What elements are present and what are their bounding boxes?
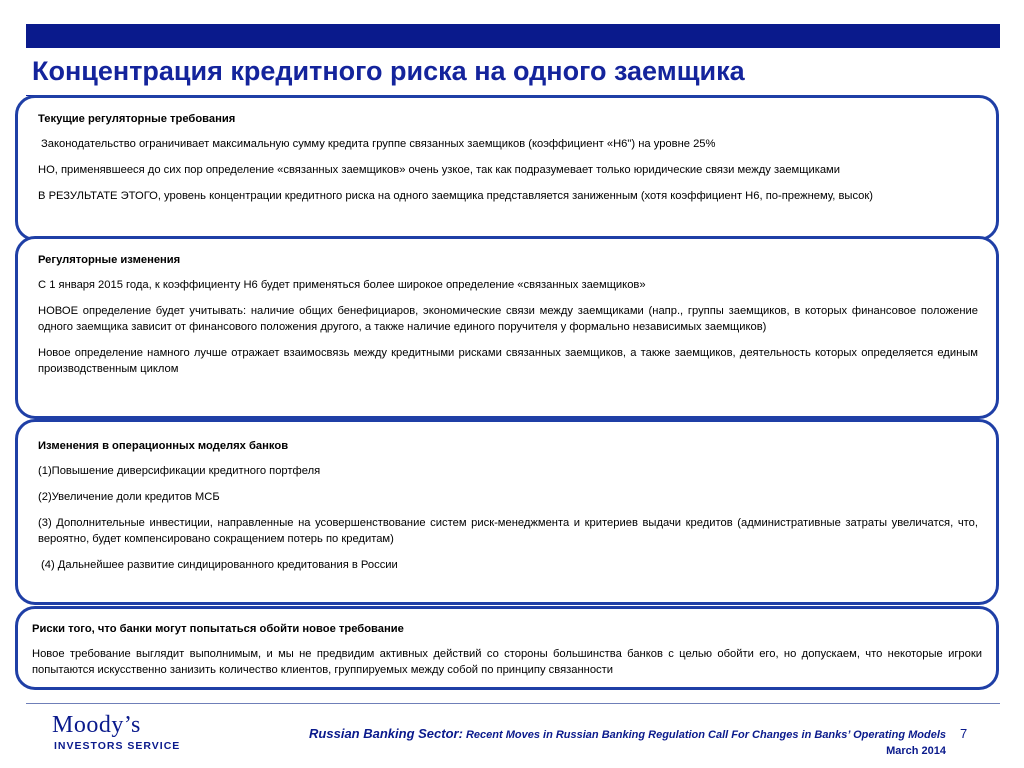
section-paragraph: (3) Дополнительные инвестиции, направленные на усовершенствование систем риск-менеджмента и критериев выдачи кредитов (административные затраты увеличатся, что, вероятно, будет компенсировано сокращением потерь по кредитам) <box>38 517 978 545</box>
section-paragraph: НОВОЕ определение будет учитывать: наличие общих бенефициаров, экономические связи между заемщиками (напр., группы заемщиков, в которых финансовое положение одного заемщика зависит от финансового положения другого, а также наличие единого поручителя у формально независимых заемщиков) <box>38 305 978 333</box>
section-paragraph: В РЕЗУЛЬТАТЕ ЭТОГО, уровень концентрации кредитного риска на одного заемщика представляется заниженным (хотя коэффициент Н6, по-прежнему, высок) <box>38 190 874 202</box>
header-bar <box>26 24 1000 48</box>
moodys-logo <box>52 712 182 758</box>
section-paragraph: НО, применявшееся до сих пор определение «связанных заемщиков» очень узкое, так как подразумевает только юридические связи между заемщиками <box>38 164 840 176</box>
section-paragraph: Законодательство ограничивает максимальную сумму кредита группе связанных заемщиков (коэффициент «Н6") на уровне 25% <box>41 138 716 150</box>
footer-lead: Russian Banking Sector: <box>309 726 463 741</box>
section-paragraph: Новое требование выглядит выполнимым, и мы не предвидим активных действий со стороны большинства банков с целью обойти его, но допускаем, что некоторые игроки попытаются искусственно занизить количество клиентов, группируемых между собой по принципу связанности <box>32 648 982 676</box>
logo-subtitle: INVESTORS SERVICE <box>54 740 181 752</box>
section-paragraph: (2)Увеличение доли кредитов МСБ <box>38 491 220 503</box>
section-heading: Регуляторные изменения <box>38 254 181 266</box>
section-heading: Изменения в операционных моделях банков <box>38 440 289 452</box>
section-paragraph: (4) Дальнейшее развитие синдицированного кредитования в России <box>41 559 398 571</box>
section-heading: Риски того, что банки могут попытаться обойти новое требование <box>32 623 404 635</box>
logo-name: Moody’s <box>52 712 141 738</box>
section-paragraph: Новое определение намного лучше отражает взаимосвязь между кредитными рисками связанных заемщиков, а также заемщиков, деятельность которых определяется единым производственным циклом <box>38 347 978 375</box>
footer-caption <box>309 726 946 759</box>
section-circumvention-risks <box>15 606 999 690</box>
page-number: 7 <box>960 726 968 741</box>
section-paragraph: (1)Повышение диверсификации кредитного портфеля <box>38 465 321 477</box>
section-regulatory-changes <box>15 236 999 419</box>
footer-subtitle: Recent Moves in Russian Banking Regulation Call For Changes in Banks’ Operating Models <box>465 729 946 741</box>
section-paragraph: С 1 января 2015 года, к коэффициенту Н6 будет применяться более широкое определение «связанных заемщиков» <box>38 279 646 291</box>
footer-divider <box>26 703 1000 704</box>
slide-title: Концентрация кредитного риска на одного заемщика <box>32 56 745 86</box>
section-heading: Текущие регуляторные требования <box>38 113 236 125</box>
section-operating-model-changes <box>15 419 999 605</box>
section-current-requirements <box>15 95 999 241</box>
footer-date: March 2014 <box>886 745 946 757</box>
